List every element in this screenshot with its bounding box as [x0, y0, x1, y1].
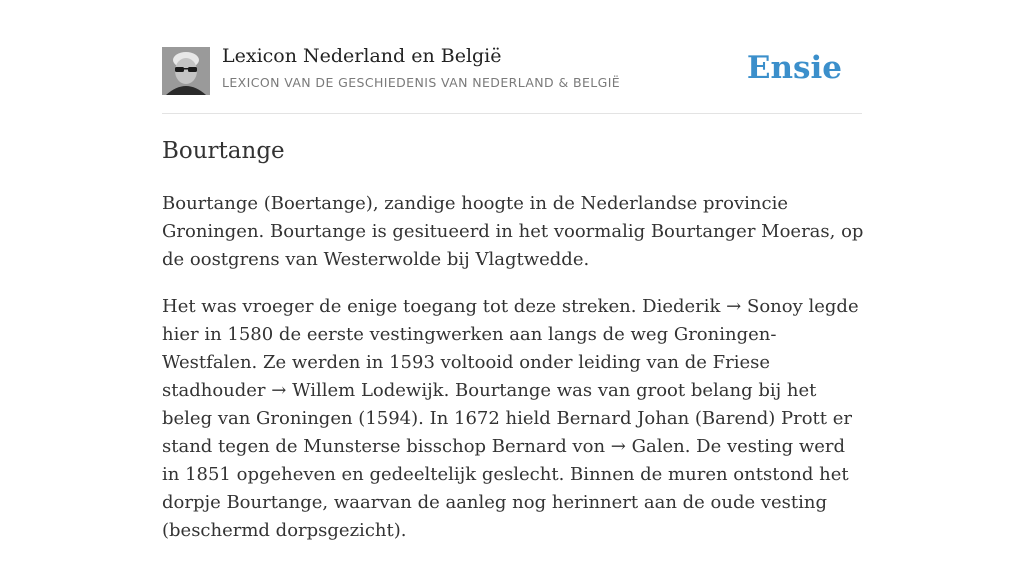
paragraph-2-text-3: . Bourtange was van groot belang bij het beleg van Groningen (1594). In 1672 hield Bernard Johan (Barend) Prott er stand tegen de Munsterse bisschop Bernard von	[162, 380, 852, 457]
arrow-icon: →	[726, 296, 742, 317]
site-subtitle: LEXICON VAN DE GESCHIEDENIS VAN NEDERLAND & BELGIË	[222, 75, 621, 90]
header	[162, 0, 862, 114]
link-sonoy[interactable]: Sonoy	[741, 296, 803, 317]
paragraph-2-text-1: Het was vroeger de enige toegang tot deze streken. Diederik	[162, 296, 727, 317]
site-name[interactable]: Lexicon Nederland en België	[222, 45, 502, 67]
link-galen[interactable]: Galen	[625, 436, 685, 457]
paragraph-2-text-2: legde hier in 1580 de eerste vestingwerken aan langs de weg Groningen-Westfalen. Ze werden in 1593 voltooid onder leiding van de Friese stadhouder	[162, 296, 859, 401]
paragraph-2	[162, 293, 867, 545]
article-body	[162, 190, 867, 564]
content-container	[162, 0, 864, 541]
paragraph-1: Bourtange (Boertange), zandige hoogte in de Nederlandse provincie Groningen. Bourtange is gesitueerd in het voormalig Bourtanger Moeras, op de oostgrens van Westerwolde bij Vlagtwedde.	[162, 193, 864, 270]
arrow-icon: →	[610, 436, 626, 457]
author-avatar[interactable]	[162, 47, 210, 95]
link-willem-lodewijk[interactable]: Willem Lodewijk	[286, 380, 444, 401]
paragraph-2-text-4: . De vesting werd in 1851 opgeheven en gedeeltelijk geslecht. Binnen de muren ontstond het dorpje Bourtange, waarvan de aanleg nog herinnert aan de oude vesting (beschermd dorpsgezicht).	[162, 436, 849, 541]
person-icon	[162, 47, 210, 95]
article-title: Bourtange	[162, 138, 285, 164]
ensie-logo-link[interactable]: Ensie	[746, 50, 842, 86]
arrow-icon: →	[271, 380, 287, 401]
